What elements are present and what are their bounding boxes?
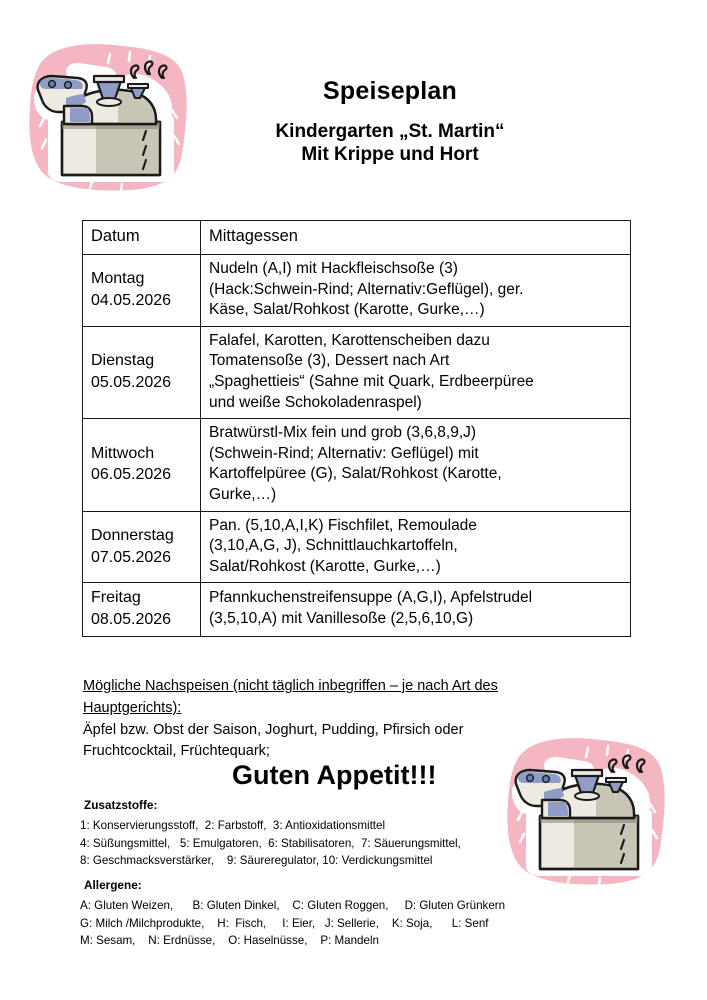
meal-text-line: Gurke,…) [209,486,277,504]
document-header [180,78,600,167]
menu-meal-cell [201,583,631,636]
allergens-line: M: Sesam, N: Erdnüsse, O: Haselnüsse, P: Mandeln [80,934,379,948]
menu-date-cell [83,326,201,418]
meal-text-line: Nudeln (A,I) mit Hackfleischsoße (3) [209,259,458,277]
desserts-note-heading-line: Hauptgerichts): [83,699,182,716]
additives-legend-lines [80,817,520,870]
meal-text-line: Salat/Rohkost (Karotte, Gurke,…) [209,557,441,575]
menu-meal-cell [201,419,631,511]
meal-text-line: Kartoffelpüree (G), Salat/Rohkost (Karotte, [209,465,502,483]
menu-date-cell [83,254,201,326]
column-header-date: Datum [83,221,201,255]
meal-text-line: Bratwürstl-Mix fein und grob (3,6,8,9,J) [209,424,477,442]
meal-text-line: Falafel, Karotten, Karottenscheiben dazu [209,331,490,349]
column-header-meal: Mittagessen [201,221,631,255]
meal-text-line: (Hack:Schwein-Rind; Alternativ:Geflügel), ger. [209,280,524,298]
meal-text-line: Käse, Salat/Rohkost (Karotte, Gurke,…) [209,301,485,319]
table-body [83,254,631,636]
weekly-menu-table [82,220,631,637]
bon-appetit-text: Guten Appetit!!! [232,760,437,790]
date-label: 04.05.2026 [91,291,172,309]
allergens-line: G: Milch /Milchprodukte, H: Fisch, I: Eier, J: Sellerie, K: Soja, L: Senf [80,916,489,930]
table-header-row [83,221,631,255]
table-row [83,583,631,636]
allergens-legend [80,877,550,950]
meal-text-line: Tomatensoße (3), Dessert nach Art [209,352,450,370]
kindergarten-subtitle: Mit Krippe und Hort [301,144,479,166]
allergens-line: A: Gluten Weizen, B: Gluten Dinkel, C: Gluten Roggen, D: Gluten Grünkern [80,898,506,912]
pressure-cooker-illustration-top [22,36,198,196]
table-row [83,326,631,418]
meal-text-line: und weiße Schokoladenraspel) [209,393,422,411]
meal-text-line: (3,10,A,G, J), Schnittlauchkartoffeln, [209,537,458,555]
weekday-label: Dienstag [91,352,155,370]
meal-text-line: (3,5,10,A) mit Vanillesoße (2,5,6,10,G) [209,610,474,628]
additives-legend-title: Zusatzstoffe: [84,798,158,812]
date-label: 05.05.2026 [91,373,172,391]
meal-text-line: (Schwein-Rind; Alternativ: Geflügel) mit [209,444,479,462]
meal-text-line: „Spaghettieis“ (Sahne mit Quark, Erdbeerpüree [209,372,534,390]
allergens-legend-title: Allergene: [84,878,142,892]
menu-meal-cell [201,326,631,418]
additives-legend [80,797,520,870]
date-label: 07.05.2026 [91,548,172,566]
additives-line: 8: Geschmacksverstärker, 9: Säureregulator, 10: Verdickungsmittel [80,854,433,868]
weekday-label: Donnerstag [91,526,174,544]
table-row [83,254,631,326]
allergens-legend-lines [80,897,550,950]
table-row [83,511,631,583]
kindergarten-name: Kindergarten „St. Martin“ [275,120,505,142]
menu-meal-cell [201,254,631,326]
date-label: 06.05.2026 [91,466,172,484]
menu-date-cell [83,419,201,511]
weekday-label: Mittwoch [91,444,155,462]
meal-text-line: Pfannkuchenstreifensuppe (A,G,I), Apfelstrudel [209,589,533,607]
date-label: 08.05.2026 [91,611,172,629]
page-title: Speiseplan [323,77,457,105]
menu-date-cell [83,583,201,636]
pressure-cooker-illustration-bottom [500,730,676,890]
desserts-note-body-line: Äpfel bzw. Obst der Saison, Joghurt, Pudding, Pfirsich oder [83,721,464,738]
weekday-label: Montag [91,270,145,288]
meal-text-line: Pan. (5,10,A,I,K) Fischfilet, Remoulade [209,516,477,534]
desserts-note-heading-line: Mögliche Nachspeisen (nicht täglich inbegriffen – je nach Art des [83,678,498,694]
menu-meal-cell [201,511,631,583]
menu-date-cell [83,511,201,583]
weekday-label: Freitag [91,589,141,607]
additives-line: 1: Konservierungsstoff, 2: Farbstoff, 3: Antioxidationsmittel [80,818,386,832]
table-row [83,419,631,511]
desserts-note-body-line: Fruchtcocktail, Früchtequark; [83,743,270,760]
additives-line: 4: Süßungsmittel, 5: Emulgatoren, 6: Stabilisatoren, 7: Säuerungsmittel, [80,836,461,850]
